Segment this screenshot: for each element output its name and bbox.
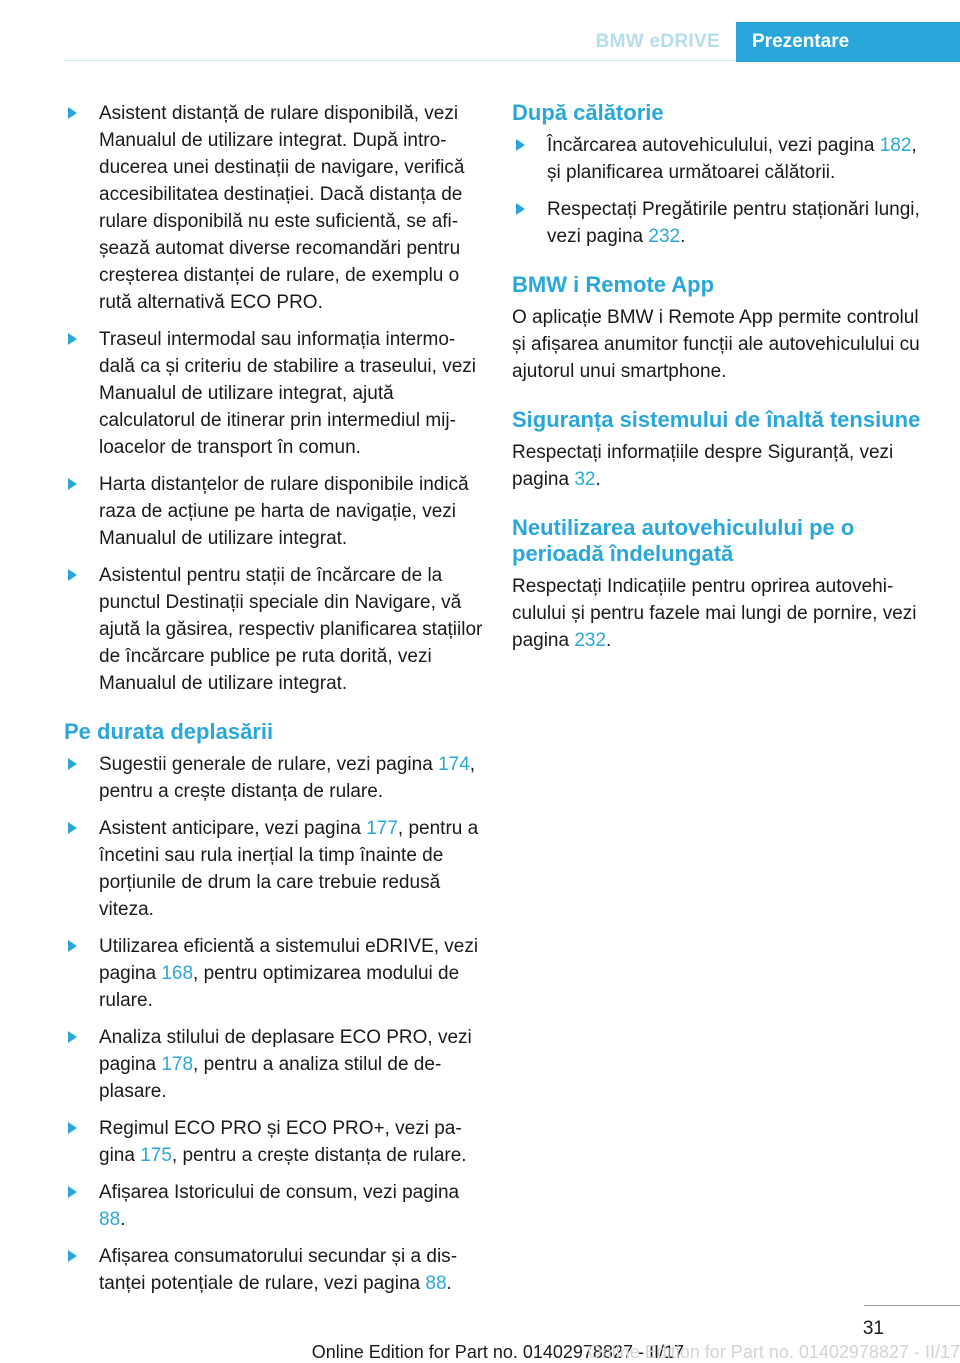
triangle-bullet-icon bbox=[512, 196, 547, 250]
page-link[interactable]: 88 bbox=[425, 1273, 447, 1294]
triangle-bullet-icon bbox=[64, 326, 99, 461]
section-heading: După călătorie bbox=[512, 100, 664, 125]
triangle-bullet-icon bbox=[64, 751, 99, 805]
section-heading: BMW i Remote App bbox=[512, 272, 715, 297]
page-link[interactable]: 88 bbox=[99, 1209, 121, 1230]
list-item: Traseul intermodal sau informația intermodală ca și criteriu de stabilire a traseului, vezi Manualul de utilizare integrat, ajută calculatorul de itinerar prin intermediul mijloacelor de transport în comun. bbox=[64, 326, 484, 461]
right-column bbox=[512, 100, 922, 662]
list-item: Harta distanțelor de rulare disponibile indică raza de acțiune pe harta de navigație, vezi Manualul de utilizare integrat. bbox=[64, 471, 484, 552]
list-item: Afișarea consumatorului secundar și a distanței potențiale de rulare, vezi pagina 88. bbox=[64, 1243, 484, 1297]
list-item: Asistent distanță de rulare disponibilă, vezi Manualul de utilizare integrat. După introducerea unei destinații de navigare, verifică accesibilitatea destinației. Dacă distanța de rulare disponibilă nu este suficientă, se afișează automat diverse recomandări pentru creșterea distanței de rulare, de exemplu o rută alternativă ECO PRO. bbox=[64, 100, 484, 316]
triangle-bullet-icon bbox=[64, 100, 99, 316]
page-link[interactable]: 32 bbox=[574, 469, 596, 490]
list-item: Asistentul pentru stații de încărcare de la punctul Destinații speciale din Navigare, vă ajută la găsirea, respectiv planificarea stațiilor de încărcare publice pe ruta dorită, vezi Manualul de utilizare integrat. bbox=[64, 562, 484, 697]
paragraph: Respectați Indicațiile pentru oprirea autovehiculului și pentru fazele mai lungi de pornire, vezi pagina 232. bbox=[512, 576, 917, 651]
list-item: Asistent anticipare, vezi pagina 177, pentru a încetini sau rula inerțial la timp înainte de porțiunile de drum la care trebuie redusă viteza. bbox=[64, 815, 484, 923]
edition-text: Online Edition for Part no. 01402978827 - II/17 bbox=[311, 1342, 684, 1362]
page-link[interactable]: 174 bbox=[438, 754, 470, 775]
footer-rule bbox=[864, 1305, 960, 1306]
section-heading: Siguranța sistemului de înaltă tensiune bbox=[512, 407, 921, 432]
list-item: Afișarea Istoricului de consum, vezi pagina 88. bbox=[64, 1179, 484, 1233]
triangle-bullet-icon bbox=[64, 1024, 99, 1105]
triangle-bullet-icon bbox=[64, 1179, 99, 1233]
paragraph: Respectați informațiile despre Siguranță, vezi pagina 32. bbox=[512, 442, 894, 490]
triangle-bullet-icon bbox=[64, 1115, 99, 1169]
chapter-tab: Prezentare bbox=[736, 22, 960, 62]
list-item: Utilizarea eficientă a sistemului eDRIVE, vezi pagina 168, pentru optimizarea modului de rulare. bbox=[64, 933, 484, 1014]
triangle-bullet-icon bbox=[512, 132, 547, 186]
triangle-bullet-icon bbox=[64, 562, 99, 697]
page-link[interactable]: 182 bbox=[879, 135, 912, 156]
list-item: Regimul ECO PRO și ECO PRO+, vezi pagina 175, pentru a crește distanța de rulare. bbox=[64, 1115, 484, 1169]
page-link[interactable]: 175 bbox=[140, 1145, 172, 1166]
page-link[interactable]: 177 bbox=[366, 818, 398, 839]
section-heading: Neutilizarea autovehiculului pe o perioadă îndelungată bbox=[512, 515, 855, 566]
page-link[interactable]: 178 bbox=[161, 1054, 194, 1075]
list-item: Încărcarea autovehiculului, vezi pagina 182, și planificarea următoarei călătorii. bbox=[512, 132, 922, 186]
page-link[interactable]: 232 bbox=[648, 226, 681, 247]
section-heading: Pe durata deplasării bbox=[64, 719, 274, 744]
section-title: BMW eDRIVE bbox=[595, 31, 720, 52]
page-link[interactable]: 168 bbox=[161, 963, 194, 984]
triangle-bullet-icon bbox=[64, 471, 99, 552]
list-item: Analiza stilului de deplasare ECO PRO, vezi pagina 178, pentru a analiza stilul de deplasare. bbox=[64, 1024, 484, 1105]
triangle-bullet-icon bbox=[64, 815, 99, 923]
left-column bbox=[64, 100, 484, 1307]
paragraph: O aplicație BMW i Remote App permite controlul și afișarea anumitor funcții ale autovehiculului cu ajutorul unui smartphone. bbox=[512, 307, 920, 382]
list-item: Respectați Pregătirile pentru staționări lungi, vezi pagina 232. bbox=[512, 196, 922, 250]
page-number: 31 bbox=[862, 1318, 884, 1339]
watermark: Online Edition for Part no. 01402978827 - II/17 bbox=[587, 1342, 960, 1362]
triangle-bullet-icon bbox=[64, 1243, 99, 1297]
list-item: Sugestii generale de rulare, vezi pagina 174, pentru a crește distanța de rulare. bbox=[64, 751, 484, 805]
page-link[interactable]: 232 bbox=[574, 630, 607, 651]
triangle-bullet-icon bbox=[64, 933, 99, 1014]
